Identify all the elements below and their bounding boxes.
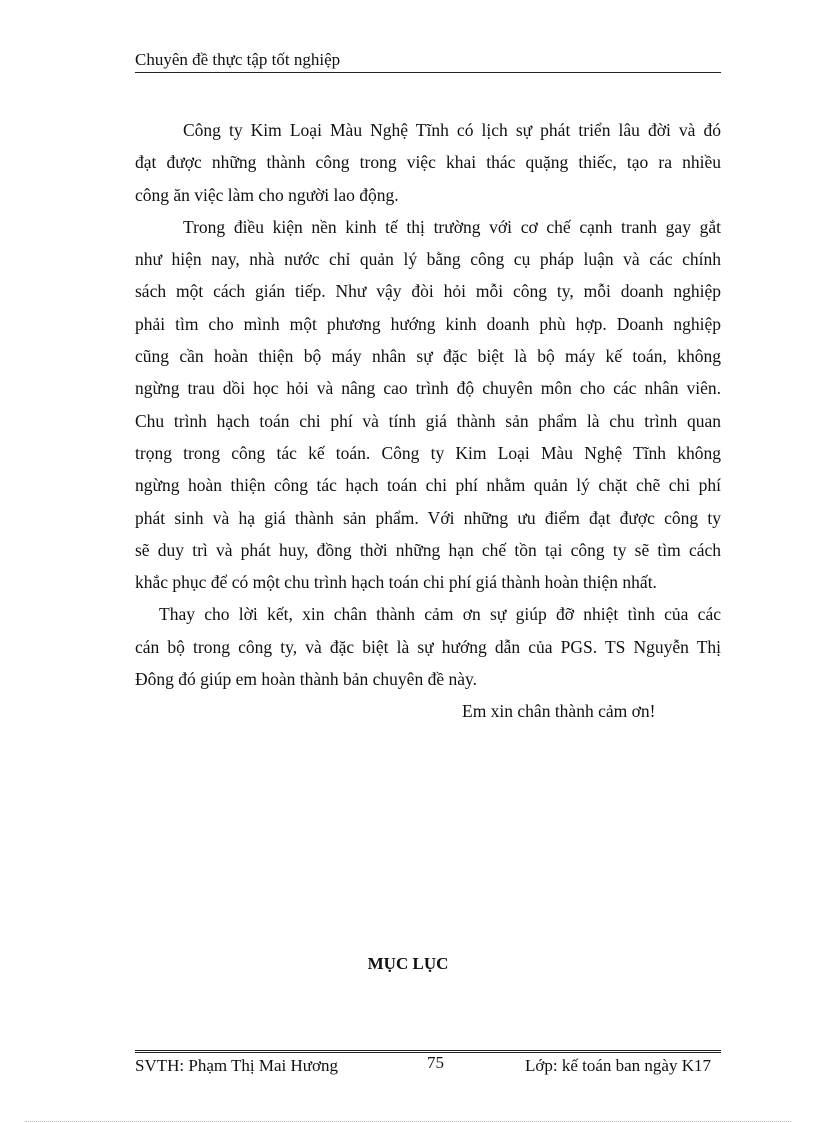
paragraph-company-history [135,114,721,211]
text-line: cán bộ trong công ty, và đặc biệt là sự hướng dẫn của PGS. TS Nguyễn Thị [135,636,721,657]
footer-page-number: 75 [427,1053,444,1072]
text-line: Thay cho lời kết, xin chân thành cảm ơn sự giúp đỡ nhiệt tình của các [159,604,721,625]
text-line: trọng trong công tác kế toán. Công ty Kim Loại Màu Nghệ Tĩnh không [135,442,721,463]
text-line: Công ty Kim Loại Màu Nghệ Tĩnh có lịch sự phát triển lâu đời và đó [183,120,721,140]
text-line: sách một cách gián tiếp. Như vậy đòi hỏi mỗi công ty, mỗi doanh nghiệp [135,281,721,302]
text-line: ngừng hoàn thiện công tác hạch toán chi phí nhằm quản lý chặt chẽ chi phí [135,475,721,496]
text-line: cũng cần hoàn thiện bộ máy nhân sự đặc biệt là bộ máy kế toán, không [135,346,721,367]
text-line: như hiện nay, nhà nước chỉ quản lý bằng công cụ pháp luận và các chính [135,249,721,270]
closing-thanks: Em xin chân thành cảm ơn! [462,701,656,722]
page-bottom-divider [25,1121,791,1122]
footer-student: SVTH: Phạm Thị Mai Hương [135,1056,339,1075]
page-footer [135,1050,721,1079]
document-body [135,114,721,728]
text-line: phải tìm cho mình một phương hướng kinh doanh phù hợp. Doanh nghiệp [135,313,721,334]
footer-class-info: Lớp: kế toán ban ngày K17 [524,1056,711,1075]
text-line: công ăn việc làm cho người lao động. [135,184,399,205]
paragraph-acknowledgement [135,598,721,695]
text-line: khắc phục để có một chu trình hạch toán chi phí giá thành hoàn thiện nhất. [135,572,657,593]
text-line: Đông đó giúp em hoàn thành bản chuyên đề này. [135,669,477,690]
text-line: sẽ duy trì và phát huy, đồng thời những hạn chế tồn tại công ty sẽ tìm cách [135,539,721,560]
text-line: phát sinh và hạ giá thành sản phẩm. Với những ưu điểm đạt được công ty [135,507,721,528]
text-line: Trong điều kiện nền kinh tế thị trường với cơ chế cạnh tranh gay gắt [183,216,721,237]
table-of-contents-title: MỤC LỤC [367,954,449,973]
text-line: ngừng trau dồi học hỏi và nâng cao trình độ chuyên môn cho các nhân viên. [135,378,721,399]
header-title: Chuyên đề thực tập tốt nghiệp [135,50,341,69]
page-header [135,50,721,73]
paragraph-market-conditions [135,211,721,599]
text-line: Chu trình hạch toán chi phí và tính giá thành sản phẩm là chu trình quan [135,410,721,431]
text-line: đạt được những thành công trong việc khai thác quặng thiếc, tạo ra nhiều [135,152,721,173]
